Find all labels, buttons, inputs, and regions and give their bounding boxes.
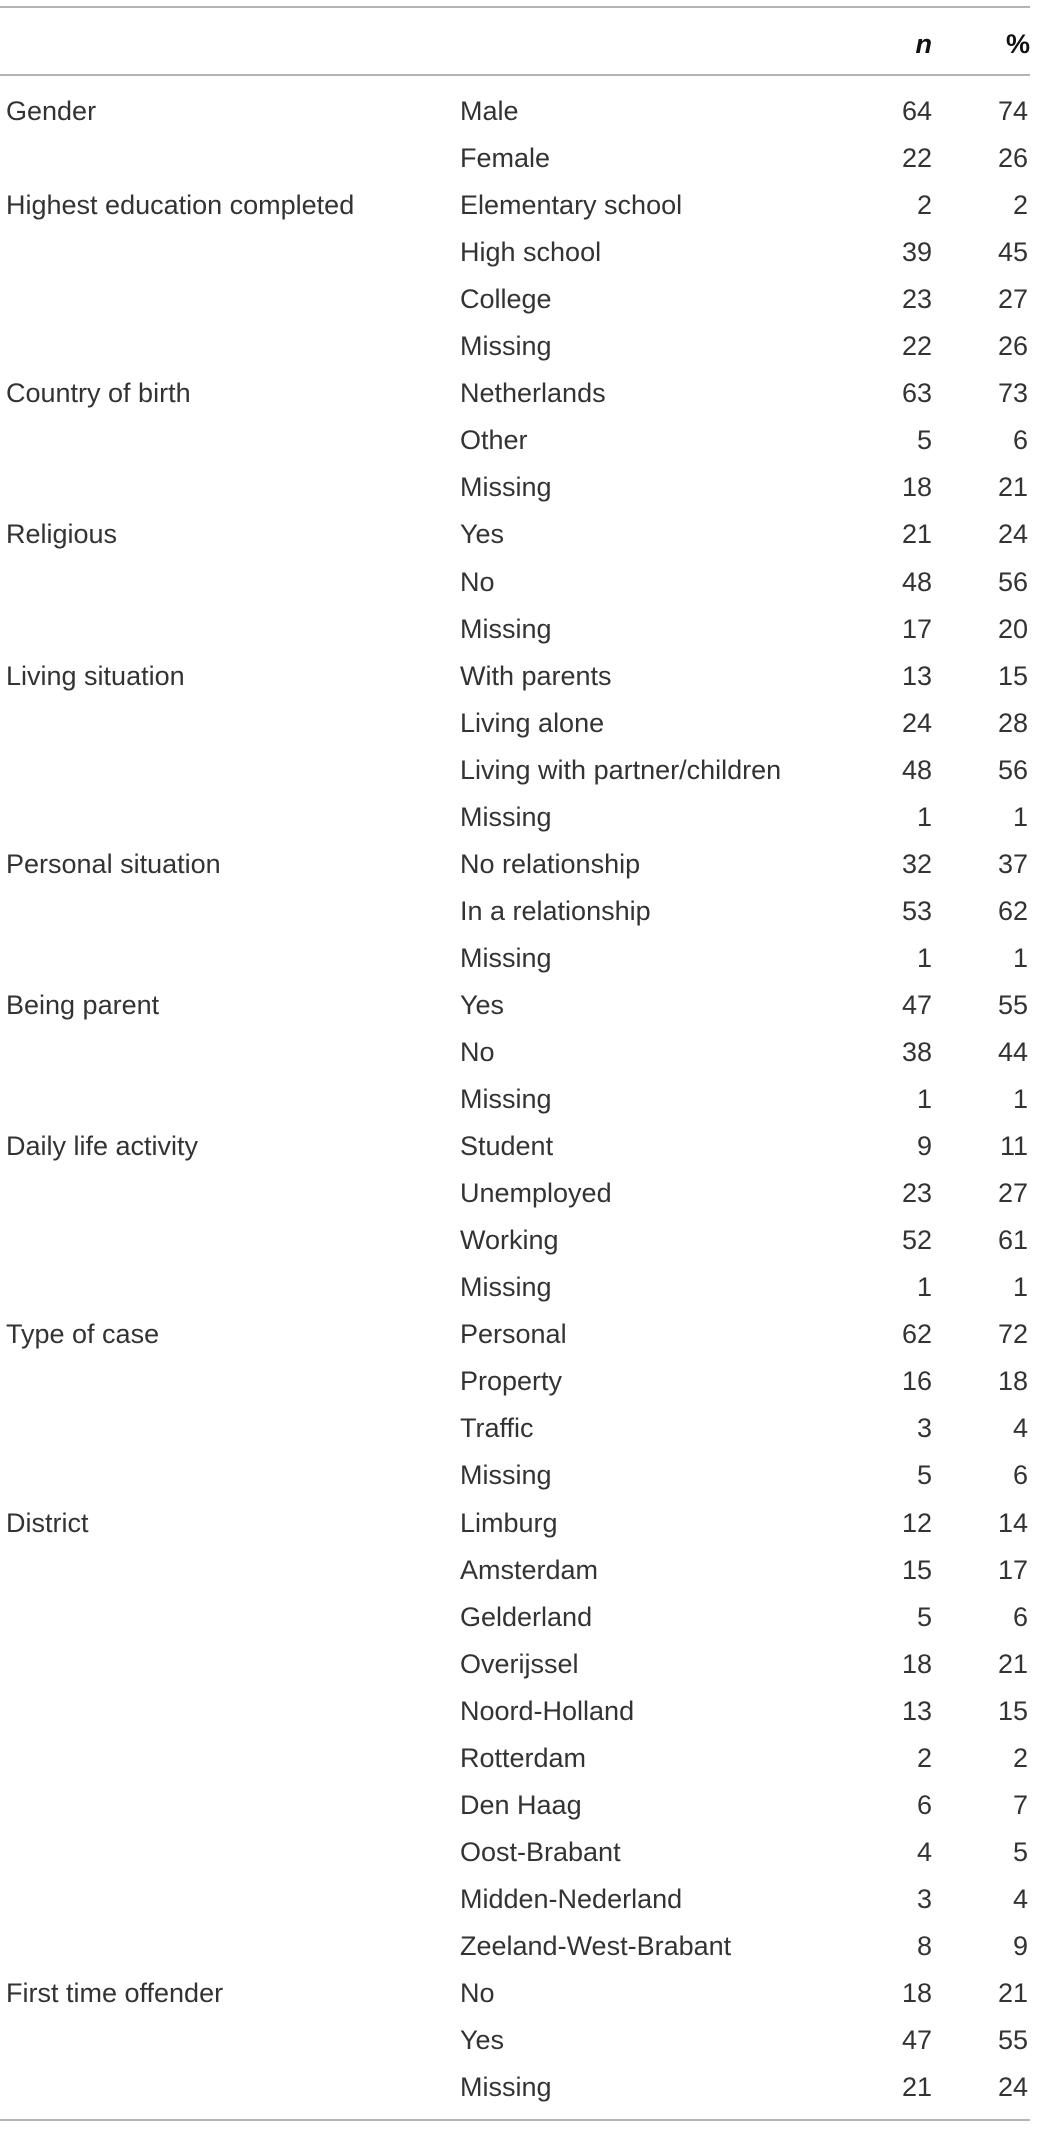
n-cell: 32: [901, 848, 932, 879]
category-cell: Noord-Holland: [460, 1695, 635, 1726]
category-cell: Elementary school: [460, 190, 683, 221]
percent-cell: 44: [997, 1037, 1028, 1067]
table-row: [0, 135, 1040, 182]
n-cell: 21: [901, 2072, 932, 2103]
percent-cell: 1: [1012, 1084, 1028, 1115]
n-cell: 62: [901, 1319, 932, 1350]
table-row: [0, 841, 1040, 888]
n-cell: 52: [901, 1225, 932, 1256]
category-cell: High school: [460, 237, 602, 268]
table-row: [0, 417, 1040, 464]
category-cell: Student: [460, 1131, 554, 1162]
category-cell: Missing: [460, 2072, 552, 2103]
table-row: [0, 1217, 1040, 1264]
table-row: [0, 935, 1040, 982]
category-cell: No: [460, 566, 495, 597]
n-cell: 63: [901, 378, 932, 409]
table-row: [0, 794, 1040, 841]
category-cell: Missing: [460, 1272, 552, 1303]
percent-cell: 6: [1012, 425, 1028, 456]
percent-cell: 21: [997, 1978, 1028, 2008]
percent-cell: 15: [997, 660, 1028, 691]
category-cell: Den Haag: [460, 1789, 582, 1820]
percent-cell: 56: [997, 566, 1028, 597]
percent-cell: 24: [997, 519, 1028, 550]
category-cell: With parents: [460, 660, 612, 691]
table-row: [0, 2064, 1040, 2111]
table-row: [0, 88, 1040, 135]
header-percent: %: [1005, 29, 1030, 59]
n-cell: 47: [901, 2025, 932, 2056]
n-cell: 3: [916, 1883, 932, 1914]
category-cell: Missing: [460, 331, 552, 362]
percent-cell: 21: [997, 472, 1028, 503]
n-cell: 47: [901, 989, 932, 1020]
category-cell: Rotterdam: [460, 1742, 587, 1773]
table-row: [0, 1500, 1040, 1547]
table-row: [0, 1264, 1040, 1311]
n-cell: 64: [901, 96, 932, 126]
n-cell: 17: [901, 613, 932, 644]
category-cell: Midden-Nederland: [460, 1883, 683, 1914]
percent-cell: 6: [1012, 1601, 1028, 1632]
n-cell: 18: [901, 1648, 932, 1679]
category-cell: Unemployed: [460, 1178, 612, 1209]
percent-cell: 74: [997, 96, 1028, 126]
table-header-row: [0, 6, 1040, 76]
percent-cell: 11: [999, 1131, 1028, 1162]
n-cell: 23: [901, 1178, 932, 1209]
percent-cell: 55: [997, 989, 1028, 1020]
category-cell: Yes: [460, 989, 505, 1020]
category-cell: College: [460, 284, 552, 315]
n-cell: 48: [901, 754, 932, 785]
n-cell: 5: [916, 425, 932, 456]
n-cell: 4: [916, 1836, 932, 1867]
table-row: [0, 370, 1040, 417]
table-row: [0, 1641, 1040, 1688]
percent-cell: 26: [997, 143, 1028, 174]
variable-cell: Personal situation: [6, 848, 221, 879]
category-cell: Missing: [460, 1460, 552, 1491]
n-cell: 16: [901, 1366, 932, 1397]
percent-cell: 62: [997, 895, 1028, 926]
n-cell: 13: [901, 1695, 932, 1726]
table-row: [0, 1358, 1040, 1405]
category-cell: Property: [460, 1366, 563, 1397]
table-row: [0, 1452, 1040, 1499]
table-row: [0, 1029, 1040, 1076]
n-cell: 38: [901, 1037, 932, 1067]
percent-cell: 4: [1012, 1883, 1028, 1914]
n-cell: 24: [901, 707, 932, 738]
category-cell: In a relationship: [460, 895, 651, 926]
percent-cell: 14: [997, 1507, 1028, 1538]
table-row: [0, 2017, 1040, 2064]
percent-cell: 21: [997, 1648, 1028, 1679]
n-cell: 1: [916, 1272, 932, 1303]
variable-cell: Religious: [6, 519, 118, 550]
n-cell: 23: [901, 284, 932, 315]
n-cell: 12: [901, 1507, 932, 1538]
percent-cell: 27: [997, 1178, 1028, 1209]
table-row: [0, 1311, 1040, 1358]
table-row: [0, 1829, 1040, 1876]
table-row: [0, 323, 1040, 370]
table-row: [0, 1970, 1040, 2017]
percent-cell: 4: [1012, 1413, 1028, 1444]
table-row: [0, 606, 1040, 653]
n-cell: 22: [901, 331, 932, 362]
percent-cell: 61: [997, 1225, 1028, 1256]
percent-cell: 20: [997, 613, 1028, 644]
category-cell: Female: [460, 143, 551, 174]
category-cell: Oost-Brabant: [460, 1836, 621, 1867]
category-cell: Other: [460, 425, 528, 456]
category-cell: Missing: [460, 1084, 552, 1115]
n-cell: 48: [901, 566, 932, 597]
variable-cell: Gender: [6, 96, 97, 126]
n-cell: 2: [916, 190, 932, 221]
percent-cell: 72: [997, 1319, 1028, 1350]
n-cell: 5: [916, 1601, 932, 1632]
table-row: [0, 700, 1040, 747]
n-cell: 9: [916, 1131, 932, 1162]
n-cell: 1: [916, 801, 932, 832]
variable-cell: Highest education completed: [6, 190, 355, 221]
percent-cell: 9: [1012, 1930, 1028, 1961]
table-row: [0, 1405, 1040, 1452]
table-row: [0, 276, 1040, 323]
table-row: [0, 229, 1040, 276]
percent-cell: 24: [997, 2072, 1028, 2103]
category-cell: Missing: [460, 613, 552, 644]
variable-cell: First time offender: [6, 1978, 224, 2008]
variable-cell: District: [6, 1507, 89, 1538]
category-cell: Netherlands: [460, 378, 606, 409]
table-row: [0, 1735, 1040, 1782]
n-cell: 15: [901, 1554, 932, 1585]
table-row: [0, 464, 1040, 511]
table-row: [0, 1923, 1040, 1970]
table-row: [0, 511, 1040, 558]
n-cell: 53: [901, 895, 932, 926]
table-row: [0, 888, 1040, 935]
percent-cell: 55: [997, 2025, 1028, 2056]
table-row: [0, 182, 1040, 229]
percent-cell: 73: [997, 378, 1028, 409]
table-row: [0, 982, 1040, 1029]
table-row: [0, 1076, 1040, 1123]
variable-cell: Living situation: [6, 660, 185, 691]
table-row: [0, 1782, 1040, 1829]
percent-cell: 45: [997, 237, 1028, 268]
n-cell: 3: [916, 1413, 932, 1444]
n-cell: 1: [916, 942, 932, 973]
percent-cell: 1: [1012, 1272, 1028, 1303]
category-cell: Zeeland-West-Brabant: [460, 1930, 732, 1961]
n-cell: 5: [916, 1460, 932, 1491]
percent-cell: 1: [1012, 801, 1028, 832]
table-row: [0, 1123, 1040, 1170]
table-row: [0, 1170, 1040, 1217]
header-n: n: [915, 29, 932, 59]
category-cell: Overijssel: [460, 1648, 579, 1679]
category-cell: Yes: [460, 519, 505, 550]
n-cell: 18: [901, 472, 932, 503]
category-cell: Amsterdam: [460, 1554, 599, 1585]
table-row: [0, 559, 1040, 606]
percent-cell: 6: [1012, 1460, 1028, 1491]
percent-cell: 2: [1012, 190, 1028, 221]
category-cell: No: [460, 1978, 495, 2008]
bottom-rule: [0, 2119, 1030, 2121]
n-cell: 18: [901, 1978, 932, 2008]
percent-cell: 37: [997, 848, 1028, 879]
n-cell: 8: [916, 1930, 932, 1961]
category-cell: Living with partner/children: [460, 754, 782, 785]
variable-cell: Being parent: [6, 989, 160, 1020]
percent-cell: 27: [997, 284, 1028, 315]
n-cell: 39: [901, 237, 932, 268]
table-row: [0, 747, 1040, 794]
category-cell: Missing: [460, 801, 552, 832]
category-cell: No relationship: [460, 848, 641, 879]
variable-cell: Daily life activity: [6, 1131, 199, 1162]
variable-cell: Country of birth: [6, 378, 191, 409]
category-cell: Living alone: [460, 707, 605, 738]
category-cell: Male: [460, 96, 519, 126]
n-cell: 21: [901, 519, 932, 550]
category-cell: No: [460, 1037, 495, 1067]
table-row: [0, 1876, 1040, 1923]
category-cell: Traffic: [460, 1413, 534, 1444]
n-cell: 13: [901, 660, 932, 691]
variable-cell: Type of case: [6, 1319, 160, 1350]
n-cell: 1: [916, 1084, 932, 1115]
percent-cell: 56: [997, 754, 1028, 785]
percent-cell: 26: [997, 331, 1028, 362]
table-row: [0, 653, 1040, 700]
percent-cell: 28: [997, 707, 1028, 738]
category-cell: Working: [460, 1225, 559, 1256]
percent-cell: 2: [1012, 1742, 1028, 1773]
category-cell: Missing: [460, 942, 552, 973]
category-cell: Yes: [460, 2025, 505, 2056]
table-row: [0, 1547, 1040, 1594]
percent-cell: 18: [997, 1366, 1028, 1397]
percent-cell: 15: [997, 1695, 1028, 1726]
percent-cell: 1: [1012, 942, 1028, 973]
n-cell: 22: [901, 143, 932, 174]
percent-cell: 7: [1012, 1789, 1028, 1820]
table-row: [0, 1688, 1040, 1735]
category-cell: Gelderland: [460, 1601, 593, 1632]
category-cell: Limburg: [460, 1507, 558, 1538]
percent-cell: 5: [1012, 1836, 1028, 1867]
table-row: [0, 1594, 1040, 1641]
n-cell: 6: [916, 1789, 932, 1820]
category-cell: Personal: [460, 1319, 567, 1350]
category-cell: Missing: [460, 472, 552, 503]
percent-cell: 17: [997, 1554, 1028, 1585]
n-cell: 2: [916, 1742, 932, 1773]
header-rule: [0, 74, 1030, 76]
